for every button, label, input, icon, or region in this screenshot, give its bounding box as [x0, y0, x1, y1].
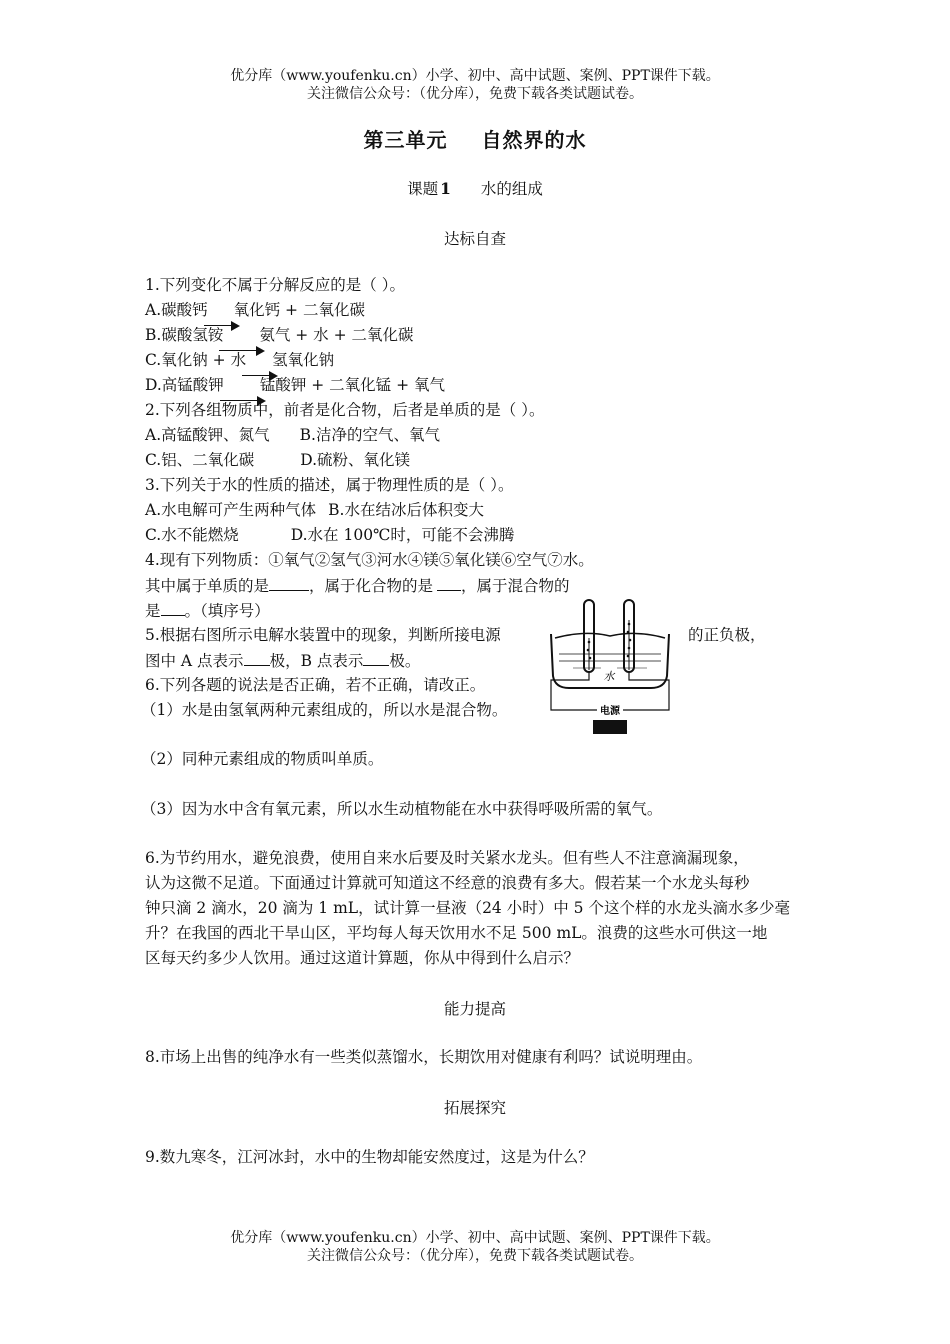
- gas-bubble: [627, 655, 630, 658]
- q3-options-ab: A.水电解可产生两种气体 B.水在结冰后体积变大: [145, 501, 484, 519]
- q1-option-d: D.高锰酸钾 锰酸钾 + 二氧化锰 + 氧气: [145, 374, 445, 396]
- q4-line-1: 4.现有下列物质：①氧气②氢气③河水④镁⑤氧化镁⑥空气⑦水。: [145, 551, 594, 569]
- q7-line-1: 6.为节约用水，避免浪费，使用自来水后要及时关紧水龙头。但有些人不注意滴漏现象，: [145, 849, 749, 867]
- section-heading-ability: 能力提高: [443, 1000, 506, 1018]
- gas-bubble: [587, 649, 590, 652]
- subtitle-name: 水的组成: [480, 180, 543, 198]
- q4-line-2: 其中属于单质的是 ，属于化合物的是 ，属于混合物的: [145, 574, 570, 597]
- answer-blank[interactable]: [437, 574, 461, 591]
- title-unit: 第三单元: [363, 128, 448, 152]
- q6-stem: 6.下列各题的说法是否正确，若不正确，请改正。: [145, 676, 486, 694]
- footer-line-1: 优分库（www.youfenku.cn）小学、初中、高中试题、案例、PPT课件下载。: [230, 1230, 720, 1246]
- section-heading-basic: 达标自查: [443, 230, 506, 248]
- gas-bubble: [589, 657, 592, 660]
- section-heading-extension: 拓展探究: [443, 1099, 506, 1117]
- answer-blank[interactable]: [363, 649, 389, 666]
- q1-option-b: B.碳酸氢铵 氨气 + 水 + 二氧化碳: [145, 324, 414, 346]
- q5-line-1-end: 的正负极，: [688, 626, 766, 644]
- q3-stem: 3.下列关于水的性质的描述，属于物理性质的是（ ）。: [145, 476, 514, 494]
- q6-item-1: （1）水是由氢氧两种元素组成的，所以水是混合物。: [141, 701, 508, 719]
- q7-line-5: 区每天约多少人饮用。通过这道计算题，你从中得到什么启示？: [145, 949, 580, 967]
- header-line-1: 优分库（www.youfenku.cn）小学、初中、高中试题、案例、PPT课件下载。: [230, 68, 720, 84]
- gas-bubble: [628, 647, 631, 650]
- gas-bubble: [588, 641, 591, 644]
- subtitle: [0, 177, 950, 199]
- q2-options-cd: C.铝、二氧化碳 D.硫粉、氧化镁: [145, 451, 411, 469]
- q5-line-2: 图中 A 点表示 极，B 点表示 极。: [145, 649, 420, 672]
- q6-item-3: （3）因为水中含有氧元素，所以水生动植物能在水中获得呼吸所需的氧气。: [141, 800, 663, 818]
- q7-line-4: 升？在我国的西北干旱山区，平均每人每天饮用水不足 500 mL。浪费的这些水可供这一地: [145, 924, 768, 942]
- q7-line-3: 钟只滴 2 滴水，20 滴为 1 mL，试计算一昼液（24 小时）中 5 个这个样的水龙头滴水多少毫: [145, 899, 790, 917]
- subtitle-label: 课题: [407, 180, 439, 198]
- q6-item-2: （2）同种元素组成的物质叫单质。: [141, 750, 384, 768]
- answer-blank[interactable]: [161, 599, 185, 616]
- gas-bubble: [627, 631, 630, 634]
- answer-blank[interactable]: [244, 649, 270, 666]
- q4-line-3: 是 。（填序号）: [145, 599, 270, 622]
- power-supply: [593, 720, 627, 734]
- subtitle-number: 1: [440, 179, 451, 198]
- q3-options-cd: C.水不能燃烧 D.水在 100℃时，可能不会沸腾: [145, 526, 515, 544]
- answer-blank[interactable]: [269, 574, 309, 591]
- footer-line-2: 关注微信公众号：（优分库），免费下载各类试题试卷。: [307, 1248, 643, 1264]
- q8-text: 8.市场上出售的纯净水有一些类似蒸馏水，长期饮用对健康有利吗？试说明理由。: [145, 1048, 703, 1066]
- page-title: [0, 124, 950, 153]
- header-line-2: 关注微信公众号：（优分库），免费下载各类试题试卷。: [307, 86, 643, 102]
- water-label: 水: [603, 670, 615, 683]
- electrolysis-apparatus-figure: [545, 598, 675, 736]
- q1-option-c: C.氧化钠 + 水 氢氧化钠: [145, 349, 334, 371]
- q2-stem: 2.下列各组物质中，前者是化合物，后者是单质的是（ ）。: [145, 401, 545, 419]
- q9-text: 9.数九寒冬，江河冰封，水中的生物却能安然度过，这是为什么？: [145, 1148, 594, 1166]
- power-label: 电源: [600, 706, 620, 717]
- beaker-rim: [555, 633, 665, 638]
- gas-bubble: [629, 639, 632, 642]
- title-topic: 自然界的水: [481, 128, 587, 152]
- gas-bubble: [628, 623, 631, 626]
- right-wire: [623, 672, 669, 710]
- left-wire: [551, 672, 597, 710]
- q1-stem: 1.下列变化不属于分解反应的是（ ）。: [145, 276, 405, 294]
- q1-option-a: A.碳酸钙 氧化钙 + 二氧化碳: [145, 299, 365, 321]
- q2-options-ab: A.高锰酸钾、氮气 B.洁净的空气、氧气: [145, 426, 440, 444]
- q5-line-1: 5.根据右图所示电解水装置中的现象，判断所接电源: [145, 626, 501, 644]
- q7-line-2: 认为这微不足道。下面通过计算就可知道这不经意的浪费有多大。假若某一个水龙头每秒: [145, 874, 750, 892]
